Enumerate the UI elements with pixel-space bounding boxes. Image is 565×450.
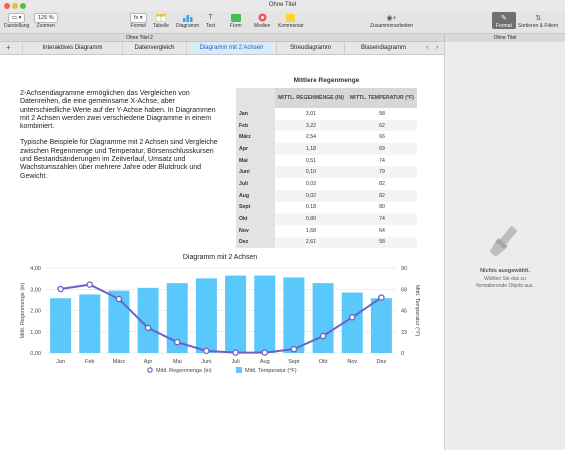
table-row[interactable] (236, 178, 417, 190)
data-table[interactable] (236, 88, 417, 248)
y-right-tick-label: 90 (401, 266, 408, 272)
sheet-tab-active[interactable]: Diagramm mit 2 Achsen (186, 42, 276, 54)
paintbrush-icon (483, 222, 523, 262)
row-header-cell[interactable]: Okt (236, 213, 275, 225)
chart-title: Diagramm mit 2 Achsen (182, 254, 258, 261)
line-point (204, 348, 209, 353)
bar (196, 278, 217, 353)
y-left-tick-label: 0,00 (30, 351, 41, 357)
table-cell[interactable]: 58 (379, 110, 385, 117)
formula-button[interactable]: fx ▾ Formel (130, 12, 147, 29)
bar (79, 294, 100, 353)
table-row[interactable] (236, 108, 417, 120)
zoom-select[interactable]: 125 % Zoomen (34, 12, 58, 29)
x-tick-label: Aug (259, 359, 270, 365)
table-cell[interactable]: 79 (347, 166, 417, 178)
table-cell[interactable]: 1,18 (275, 143, 347, 155)
sheet-tab[interactable]: Streudiagramm (276, 42, 344, 54)
row-header-cell[interactable]: Apr (236, 143, 275, 155)
x-tick-label: Mai (172, 359, 182, 365)
bar (313, 283, 334, 353)
body-text (20, 90, 220, 189)
line-point (320, 333, 325, 338)
line-point (145, 325, 150, 330)
add-sheet-button[interactable]: + (6, 43, 11, 52)
legend-label: Mittl. Regenmenge (in) (156, 368, 212, 374)
table-row[interactable] (236, 202, 417, 214)
row-header-cell[interactable]: Dez (236, 237, 275, 249)
y-right-tick-label: 23 (401, 329, 408, 336)
table-cell[interactable]: 58 (347, 237, 417, 249)
table-cell[interactable]: 3,22 (275, 120, 347, 132)
table-cell[interactable]: 1,68 (305, 227, 316, 234)
legend-marker-line (148, 368, 152, 372)
table-cell[interactable]: 3,01 (305, 110, 316, 117)
comment-icon (286, 12, 295, 23)
x-tick-label: Apr (143, 359, 153, 365)
line-point (262, 350, 267, 355)
y-right-tick-label: 68 (401, 287, 408, 294)
table-cell[interactable]: 69 (347, 143, 417, 155)
row-header-cell[interactable]: März (236, 131, 275, 143)
header-cell: MITTL. TEMPERATUR (°F) (347, 88, 417, 108)
table-row[interactable] (236, 131, 417, 143)
table-cell[interactable]: 0,80 (275, 213, 347, 225)
x-tick-label: Juni (201, 359, 212, 365)
table-cell[interactable]: 0,10 (275, 166, 347, 178)
x-tick-label: Jan (56, 359, 66, 365)
table-row[interactable] (236, 166, 417, 178)
sheet-tab[interactable]: Interaktives Diagramm (22, 42, 122, 54)
media-button[interactable]: Medien (254, 12, 270, 29)
table-row[interactable] (236, 143, 417, 155)
y-left-tick-label: 1,00 (30, 329, 41, 336)
sort-icon: ⇅ (535, 14, 542, 22)
x-tick-label: Okt (318, 359, 328, 365)
table-cell[interactable]: 0,02 (305, 180, 316, 187)
chevron-left-icon[interactable]: ‹ (426, 44, 429, 51)
line-point (379, 295, 384, 300)
y-right-tick-label: 0 (401, 351, 405, 357)
bar (225, 276, 246, 353)
line-point (175, 340, 180, 345)
y-left-tick-label: 2,00 (30, 308, 41, 315)
line-point (87, 282, 92, 287)
sheet-tab[interactable]: Datenvergleich (122, 42, 186, 54)
line-point (350, 315, 355, 320)
sidebar-hint: Wählen Sie das zu formatierende Objekt aus. (476, 276, 534, 289)
document-tab-active[interactable]: Ohne Titel (444, 34, 565, 42)
row-header-cell[interactable]: Feb (236, 120, 275, 132)
table-row[interactable] (236, 155, 417, 167)
shape-button[interactable]: Form (230, 12, 242, 29)
header-cell: MITTL. REGENMENGE (IN) (275, 88, 347, 108)
line-point (233, 350, 238, 355)
header-cell-empty (236, 88, 275, 108)
y-left-tick-label: 3,00 (30, 287, 41, 294)
legend-label: Mittl. Temperatur (°F) (245, 368, 297, 374)
x-tick-label: Dez (376, 359, 387, 365)
bar (283, 277, 304, 353)
view-button[interactable]: ▭ ▾ Darstellung (4, 14, 30, 29)
table-cell[interactable]: 74 (379, 157, 385, 164)
y-left-tick-label: 4,00 (30, 266, 41, 272)
toolbar (0, 11, 565, 34)
row-header-cell[interactable]: Jan (236, 108, 275, 120)
document-tab[interactable]: Ohne Titel 2 (126, 35, 153, 41)
bar (371, 298, 392, 353)
sidebar-icon: ▭ ▾ (8, 13, 26, 23)
table-cell[interactable]: 66 (379, 134, 385, 141)
text-icon: T (208, 14, 213, 21)
row-header-cell[interactable]: Nov (236, 225, 275, 237)
sheet-tab-bar (0, 42, 444, 55)
sheet-tab[interactable]: Blasendiagramm (344, 42, 422, 54)
shape-icon (231, 12, 241, 23)
table-cell[interactable]: 2,61 (275, 237, 347, 249)
table-row[interactable] (236, 190, 417, 202)
row-header-cell[interactable]: Mai (236, 155, 275, 167)
table-row[interactable] (236, 120, 417, 132)
collaborate-icon: ◉+ (386, 14, 397, 22)
media-icon (258, 12, 267, 23)
row-header-cell[interactable]: Juli (236, 178, 275, 190)
zoom-window-button[interactable] (20, 3, 26, 9)
table-row[interactable] (236, 213, 417, 225)
line-point (116, 296, 121, 301)
row-header-cell[interactable]: Aug (236, 190, 275, 202)
text-button[interactable]: T Text (206, 14, 216, 29)
paintbrush-icon: ✎ (500, 14, 507, 22)
table-cell[interactable]: 2,54 (305, 134, 316, 141)
paragraph[interactable]: 2-Achsendiagramme ermöglichen das Vergleichen von Datenreihen, die eine gemeinsame X-Achse, aber unterschiedliche Werte auf der Y-Achse haben. In Diagrammen mit 2 Achsen werden zwei verschiedene Diagramme in einem kombiniert. (20, 90, 216, 131)
dual-axis-chart[interactable] (0, 260, 444, 380)
table-cell[interactable]: 0,18 (305, 204, 316, 211)
x-tick-label: Juli (231, 359, 240, 365)
y-left-axis-label: Mittl. Regenmenge (in) (20, 282, 26, 339)
window-title: Ohne Titel (268, 2, 297, 8)
comment-button[interactable]: Kommentar (278, 12, 304, 29)
paragraph[interactable]: Typische Beispiele für Diagramme mit 2 Achsen sind Vergleiche zwischen Regenmenge und Temperatur, Börsenschlusskursen und Bestandsänderungen im Zeitverlauf, Umsatz und Wachstumszahlen über mehrere Jahre oder Blutdruck und Gewicht. (20, 139, 218, 180)
y-right-tick-label: 45 (401, 308, 408, 315)
line-point (58, 286, 63, 291)
format-sidebar (444, 42, 565, 450)
table-cell[interactable]: 64 (379, 227, 385, 234)
table-cell[interactable]: 62 (347, 120, 417, 132)
chevron-right-icon[interactable]: › (436, 44, 439, 51)
format-button[interactable]: ✎ Format (492, 12, 516, 29)
minimize-window-button[interactable] (12, 3, 18, 9)
row-header-cell[interactable]: Sept (236, 202, 275, 214)
table-title: Mittlere Regenmenge (293, 77, 360, 84)
table-cell[interactable]: 0,02 (275, 190, 347, 202)
table-cell[interactable]: 80 (379, 204, 385, 211)
table-row[interactable] (236, 225, 417, 237)
table-row[interactable] (236, 237, 417, 249)
chart-button[interactable]: Diagramm (176, 12, 199, 29)
table-cell[interactable]: 0,51 (305, 157, 316, 164)
x-tick-label: Nov (347, 359, 358, 365)
title-bar (0, 0, 565, 11)
x-tick-label: Feb (85, 359, 95, 365)
row-header-cell[interactable]: Juni (236, 166, 275, 178)
table-cell[interactable]: 82 (347, 190, 417, 202)
sidebar-title: Nichts ausgewählt. (480, 268, 530, 274)
collaborate-button[interactable]: ◉+ Zusammenarbeiten (370, 12, 413, 29)
table-cell[interactable]: 82 (379, 180, 385, 187)
legend-marker-bar (236, 367, 242, 373)
line-point (291, 347, 296, 352)
x-tick-label: März (112, 359, 126, 365)
close-window-button[interactable] (4, 3, 10, 9)
y-right-axis-label: Mittl. Temperatur (°F) (414, 284, 420, 337)
fx-icon: fx ▾ (130, 12, 147, 23)
table-cell[interactable]: 74 (347, 213, 417, 225)
chart-icon (183, 12, 193, 23)
table-icon (156, 12, 166, 23)
table-button[interactable]: Tabelle (153, 12, 169, 29)
sort-filter-button[interactable]: ⇅ Sortieren & Filtern (518, 12, 558, 29)
bar (50, 298, 71, 353)
x-tick-label: Sept (288, 359, 300, 365)
bar (254, 276, 275, 353)
